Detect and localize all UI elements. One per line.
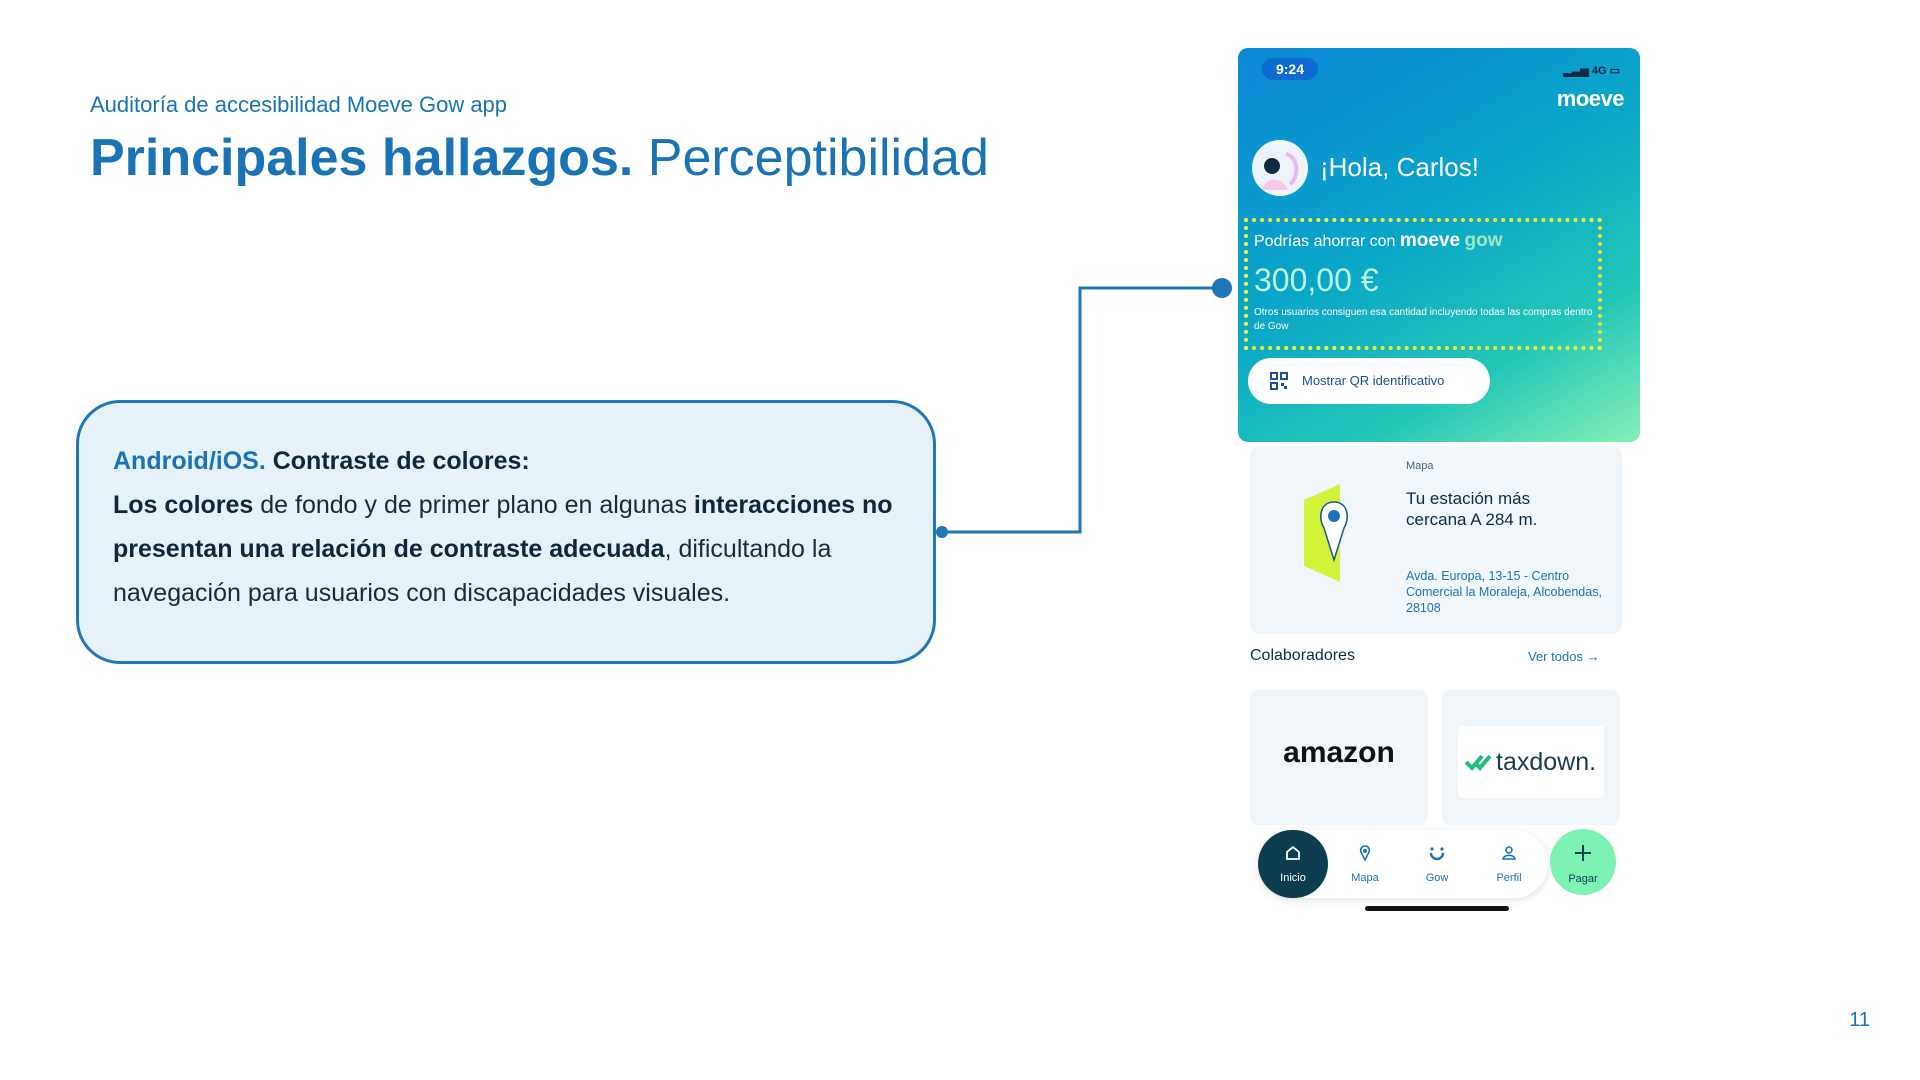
brand-logo: moeve [1556,86,1624,111]
nearest-station-title: Tu estación más cercana A 284 m. [1406,489,1538,529]
pay-label: Pagar [1568,873,1598,885]
battery-icon: ▭ [1609,65,1620,77]
finding-callout [76,400,936,664]
title-light: Perceptibilidad [647,129,989,187]
slide-title [90,128,989,188]
user-icon [1500,844,1518,862]
map-tag: Mapa [1406,460,1434,472]
partner-card-amazon[interactable] [1250,690,1428,825]
page-number: 11 [1849,1009,1870,1031]
title-bold: Principales hallazgos. [90,129,634,187]
location-icon [1356,844,1374,862]
avatar-icon [1252,140,1308,196]
status-time: 9:24 [1262,58,1318,80]
savings-label [1254,230,1503,252]
callout-heading: Contraste de colores: [272,447,530,475]
callout-part1: Los colores [113,491,254,519]
taxdown-logo-box [1458,726,1604,798]
taxdown-logo: taxdown. [1496,748,1597,776]
savings-amount: 300,00 € [1254,262,1379,298]
connector-line [930,270,1240,550]
show-qr-button[interactable] [1248,358,1490,404]
callout-body [113,483,899,615]
plus-icon [1573,843,1593,863]
callout-heading-line [113,439,899,483]
network-label: 4G [1591,65,1607,77]
avatar[interactable] [1252,140,1308,196]
nav-mapa[interactable] [1330,830,1400,898]
pay-button[interactable] [1550,829,1616,895]
home-icon [1284,844,1302,862]
nav-inicio-label: Inicio [1280,872,1306,884]
savings-note: Otros usuarios consiguen esa cantidad incluyendo todas las compras dentro de Gow [1254,307,1593,332]
see-all-link[interactable] [1528,649,1600,664]
callout-part4: , dificultando la navegación para usuarios con discapacidades visuales. [113,535,832,607]
phone-hero-card [1238,48,1640,442]
nav-gow[interactable] [1402,830,1472,898]
qr-icon [1270,372,1288,390]
collaborators-title: Colaboradores [1250,647,1355,664]
arrow-right-icon: → [1586,649,1600,664]
gow-icon [1428,844,1446,862]
callout-platform: Android/iOS. [113,447,266,475]
station-address: Avda. Europa, 13-15 - Centro Comercial la Moraleja, Alcobendas, 28108 [1406,569,1602,615]
callout-part3: interacciones no presentan una relación de contraste adecuada [113,491,893,563]
greeting: ¡Hola, Carlos! [1320,152,1479,182]
home-indicator [1365,906,1509,911]
callout-part2: de fondo y de primer plano en algunas [253,491,694,519]
savings-brand-a: moeve [1399,230,1461,251]
see-all-label: Ver todos [1528,649,1583,664]
slide-subtitle: Auditoría de accesibilidad Moeve Gow app [90,92,508,117]
map-pin-icon [1300,482,1370,592]
nav-perfil-label: Perfil [1496,872,1522,884]
amazon-logo: amazon [1283,736,1395,769]
taxdown-check-icon [1464,752,1494,772]
savings-prefix: Podrías ahorrar con [1254,233,1396,250]
nav-gow-label: Gow [1425,872,1449,884]
bottom-nav [1258,830,1548,898]
nav-perfil[interactable] [1474,830,1544,898]
nearest-station-card[interactable] [1250,446,1622,634]
show-qr-label: Mostrar QR identificativo [1302,373,1445,388]
savings-brand-b: gow [1464,230,1503,251]
signal-icon: ▂▃▅ [1563,65,1589,77]
partner-card-taxdown[interactable] [1442,690,1620,825]
status-bar [1563,64,1620,77]
nav-mapa-label: Mapa [1351,872,1379,884]
nav-inicio[interactable] [1258,830,1328,898]
